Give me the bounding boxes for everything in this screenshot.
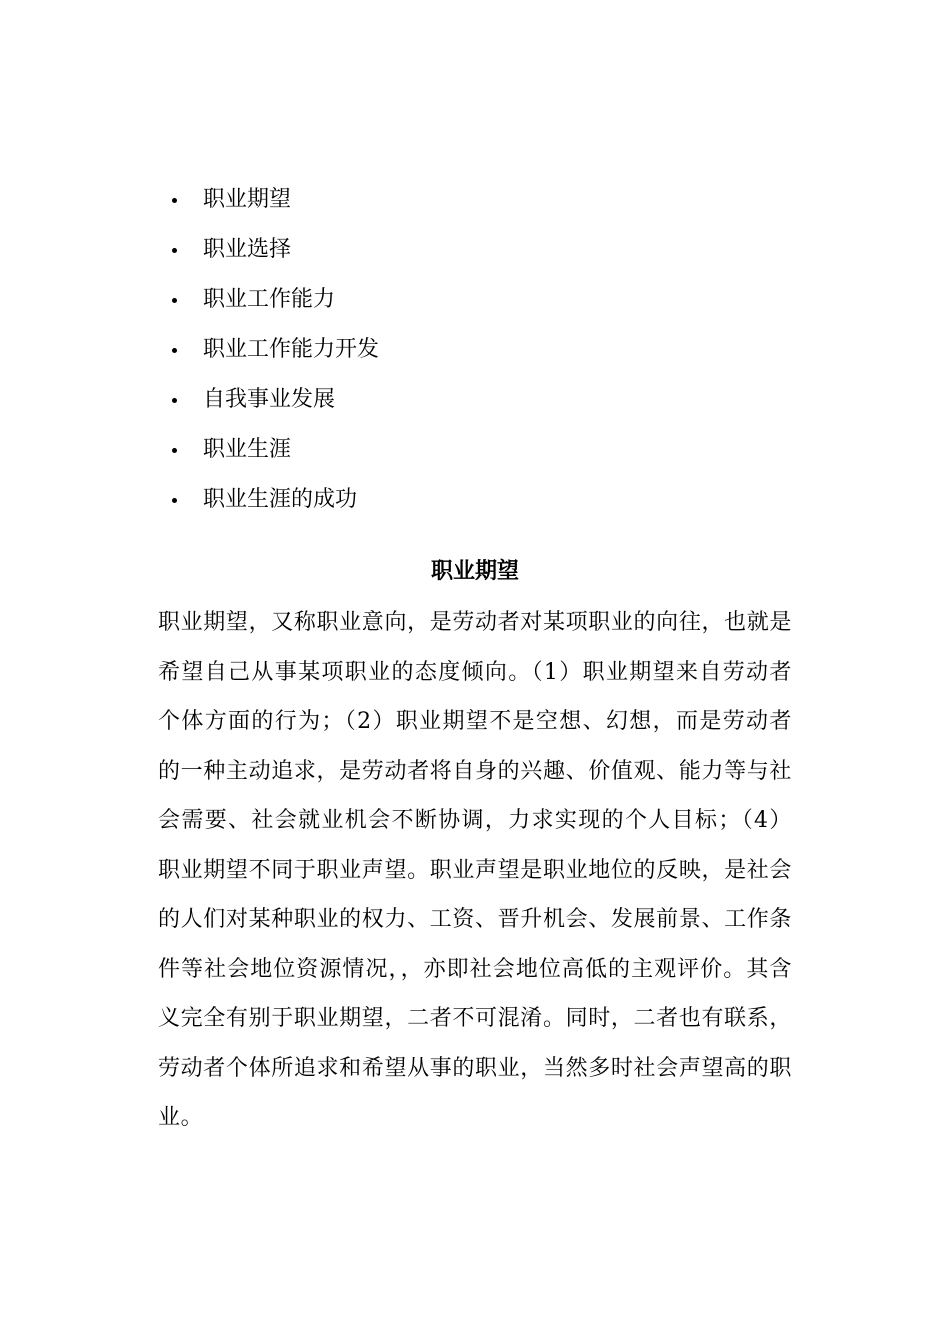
section-title: 职业期望 [430, 558, 519, 584]
bullet-icon [172, 398, 177, 403]
list-item-label: 职业生涯的成功 [203, 487, 358, 512]
list-item-label: 职业选择 [203, 237, 292, 262]
list-item [160, 325, 379, 375]
bullet-icon [172, 448, 177, 453]
bullet-icon [172, 248, 177, 253]
bullet-icon [172, 298, 177, 303]
list-item [160, 225, 379, 275]
list-item-label: 职业期望 [203, 187, 292, 212]
list-item [160, 375, 379, 425]
list-item [160, 175, 379, 225]
list-item [160, 425, 379, 475]
section-body-paragraph: 职业期望，又称职业意向，是劳动者对某项职业的向往，也就是希望自己从事某项职业的态度倾向。（1）职业期望来自劳动者个体方面的行为；（2）职业期望不是空想、幻想，而是劳动者的一种主动追求，是劳动者将自身的兴趣、价值观、能力等与社会需要、社会就业机会不断协调，力求实现的个人目标；（4）职业期望不同于职业声望。职业声望是职业地位的反映，是社会的人们对某种职业的权力、工资、晋升机会、发展前景、工作条件等社会地位资源情况，，亦即社会地位高低的主观评价。其含义完全有别于职业期望，二者不可混淆。同时，二者也有联系，劳动者个体所追求和希望从事的职业，当然多时社会声望高的职业。 [158, 610, 792, 1130]
bullet-icon [172, 498, 177, 503]
bullet-icon [172, 198, 177, 203]
list-item [160, 275, 379, 325]
list-item [160, 475, 379, 525]
list-item-label: 自我事业发展 [203, 387, 336, 412]
topic-list [160, 175, 379, 525]
list-item-label: 职业工作能力 [203, 287, 336, 312]
list-item-label: 职业工作能力开发 [203, 337, 380, 362]
list-item-label: 职业生涯 [203, 437, 292, 462]
bullet-icon [172, 348, 177, 353]
